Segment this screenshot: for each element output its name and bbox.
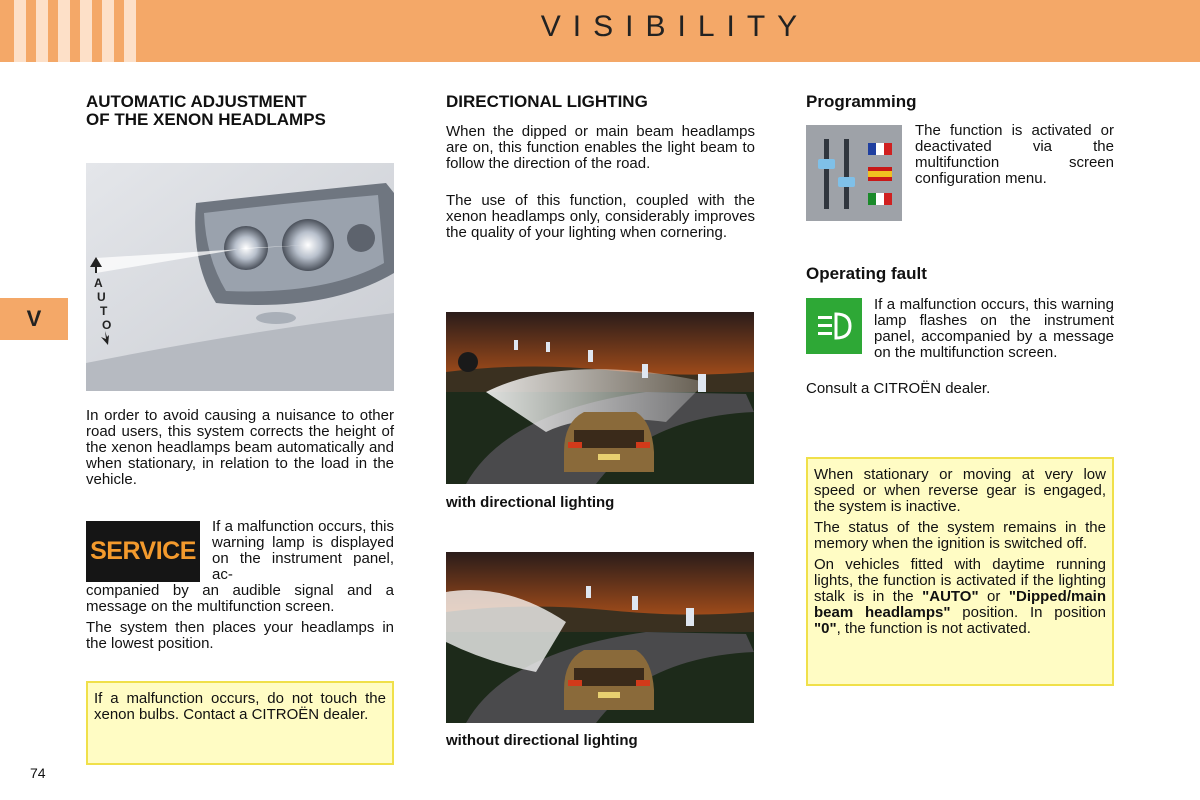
svg-text:T: T: [100, 304, 108, 318]
col1-note-text: If a malfunction occurs, do not touch the xenon bulbs. Contact a CITROËN dealer.: [94, 690, 386, 723]
operating-fault-heading: Operating fault: [806, 264, 927, 283]
operating-fault-text: If a malfunction occurs, this warning lamp flashes on the instrument panel, accompanied by a message on the multifunction screen.: [874, 296, 1114, 361]
col2-para2: The use of this function, coupled with the xenon headlamps only, considerably improves the quality of your lighting when cornering.: [446, 192, 755, 241]
operating-fault-consult: Consult a CITROËN dealer.: [806, 380, 991, 397]
programming-text: The function is activated or deactivated via the multifunction screen configuration menu.: [915, 122, 1114, 187]
col1-para1: In order to avoid causing a nuisance to other road users, this system corrects the height of the xenon headlamps beam automatically and when stationary, in relation to the load in the vehicle.: [86, 407, 394, 488]
programming-heading: Programming: [806, 92, 917, 111]
caption-with-directional: with directional lighting: [446, 494, 615, 511]
col3-note-p1: When stationary or moving at very low speed or when reverse gear is engaged, the system is inactive.: [814, 466, 1106, 515]
headlamp-warning-icon: [806, 298, 862, 354]
configuration-menu-icon: [806, 125, 902, 221]
service-warning-icon: [86, 521, 200, 582]
photo-without-directional-lighting: [446, 552, 754, 723]
col1-heading-line2: OF THE XENON HEADLAMPS: [86, 110, 326, 129]
caption-without-directional: without directional lighting: [446, 732, 638, 749]
col2-heading: DIRECTIONAL LIGHTING: [446, 92, 648, 111]
svg-text:O: O: [102, 318, 112, 332]
page-title: VISIBILITY: [540, 10, 810, 43]
col1-para2-rest: companied by an audible signal and a message on the multifunction screen.: [86, 582, 394, 615]
photo-with-directional-lighting: [446, 312, 754, 484]
col1-note-box: [86, 681, 394, 765]
section-tab: [0, 298, 68, 340]
col1-heading-line1: AUTOMATIC ADJUSTMENT: [86, 92, 307, 111]
svg-text:A: A: [94, 276, 103, 290]
section-tab-label: V: [26, 306, 42, 331]
col1-heading: [86, 93, 406, 129]
col3-note-p2: The status of the system remains in the memory when the ignition is switched off.: [814, 519, 1106, 552]
svg-text:U: U: [97, 290, 106, 304]
col1-para3: The system then places your headlamps in the lowest position.: [86, 619, 394, 652]
auto-arrow-label: [88, 255, 110, 345]
header-stripes: [14, 0, 150, 62]
col1-para2-side: If a malfunction occurs, this warning lamp is displayed on the instrument panel, ac-: [212, 518, 394, 583]
col3-note-box: [806, 457, 1114, 686]
col3-note-p3: On vehicles fitted with daytime running lights, the function is activated if the lighting stalk is in the "AUTO" or "Dipped/main beam headlamps" position. In position "0", the function is not activated.: [814, 556, 1107, 637]
headlamp-image: [86, 163, 394, 391]
service-label: SERVICE: [90, 537, 196, 565]
col2-para1: When the dipped or main beam headlamps are on, this function enables the light beam to follow the direction of the road.: [446, 123, 755, 172]
page-number: 74: [30, 765, 46, 781]
